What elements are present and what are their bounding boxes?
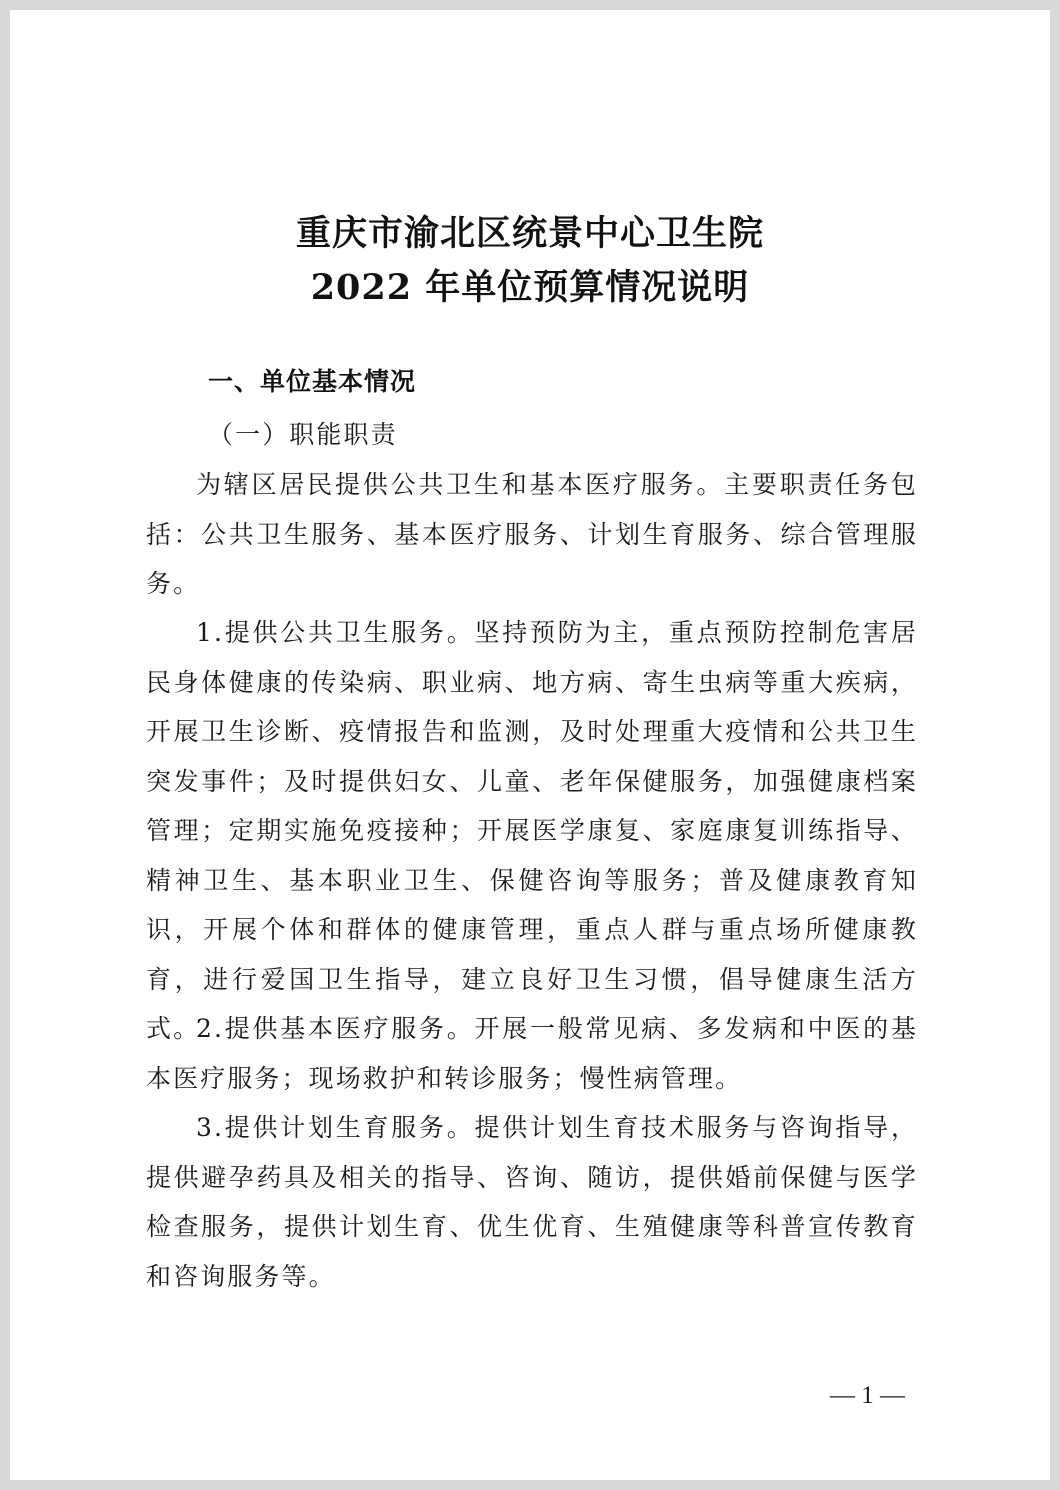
- document-title-line1: 重庆市渝北区统景中心卫生院: [295, 213, 764, 254]
- paragraph-public-health: 1.提供公共卫生服务。坚持预防为主，重点预防控制危害居民身体健康的传染病、职业病、地方病、寄生虫病等重大疾病，开展卫生诊断、疫情报告和监测，及时处理重大疫情和公共卫生突发事件；及时提供妇女、儿童、老年保健服务，加强健康档案管理；定期实施免疫接种；开展医学康复、家庭康复训练指导、精神卫生、基本职业卫生、保健咨询等服务；普及健康教育知识，开展个体和群体的健康管理，重点人群与重点场所健康教育，进行爱国卫生指导，建立良好卫生习惯，倡导健康生活方式。: [146, 618, 918, 1043]
- page-number: — 1 —: [830, 1382, 905, 1409]
- section-heading: 一、单位基本情况: [208, 367, 417, 396]
- subsection-heading: （一）职能职责: [208, 420, 398, 449]
- paragraph-duties: 为辖区居民提供公共卫生和基本医疗服务。主要职责任务包括：公共卫生服务、基本医疗服务、计划生育服务、综合管理服务。: [146, 470, 918, 598]
- paragraph-family-planning: 3.提供计划生育服务。提供计划生育技术服务与咨询指导，提供避孕药具及相关的指导、咨询、随访，提供婚前保健与医学检查服务，提供计划生育、优生优育、生殖健康等科普宣传教育和咨询服务等。: [146, 1113, 918, 1291]
- document-title-line2: 2022 年单位预算情况说明: [310, 267, 750, 308]
- document-page: [10, 10, 1050, 1480]
- paragraph-medical-service: 2.提供基本医疗服务。开展一般常见病、多发病和中医的基本医疗服务；现场救护和转诊服务；慢性病管理。: [146, 1014, 918, 1093]
